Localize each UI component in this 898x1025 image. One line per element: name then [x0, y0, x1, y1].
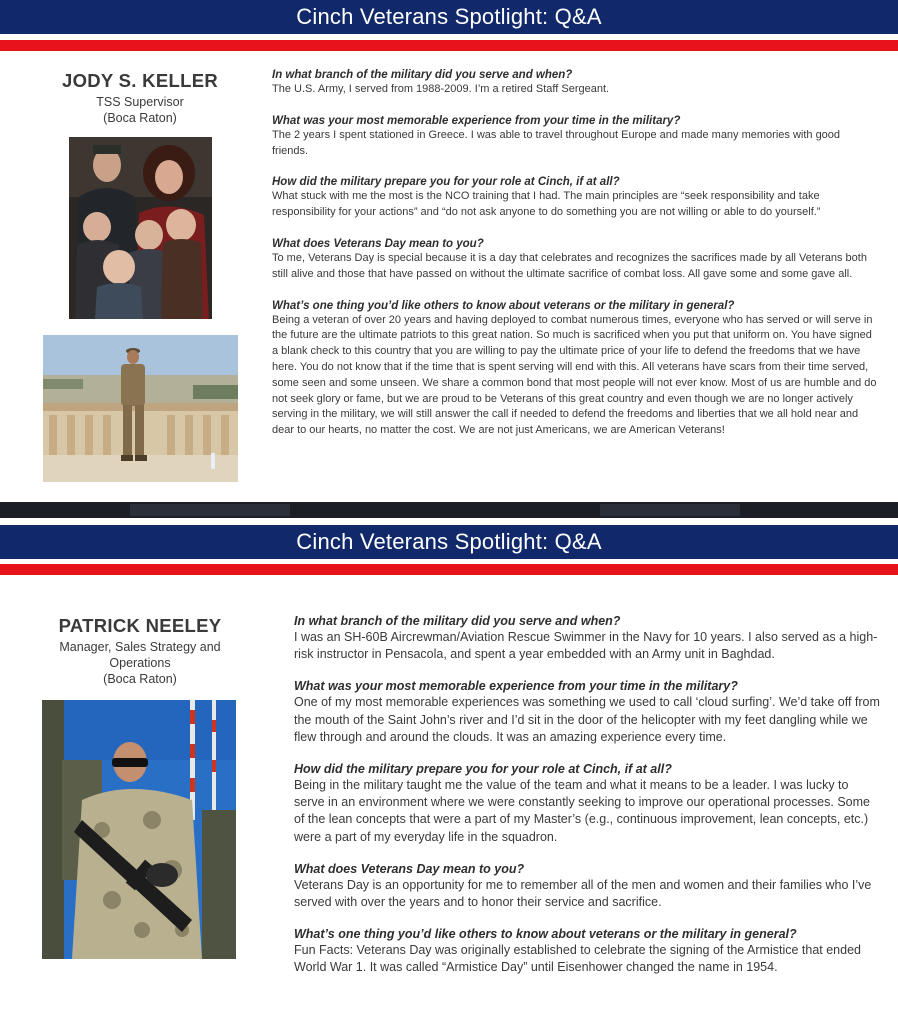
answer: To me, Veterans Day is special because it is a day that celebrates and recognizes the sacrifices made by all Veterans both still alive and those that have passed on without the ultimate sacrifice of combat loss. All gave some and some gave all. — [272, 251, 867, 280]
question: What’s one thing you’d like others to know about veterans or the military in general? — [294, 927, 797, 942]
qa-item — [294, 614, 880, 663]
question: What was your most memorable experience from your time in the military? — [272, 114, 681, 127]
answer: Fun Facts: Veterans Day was originally established to celebrate the signing of the Armistice that ended World War 1. It was called “Armistice Day” until Eisenhower changed the name in 1954. — [294, 943, 861, 975]
question: In what branch of the military did you serve and when? — [272, 69, 573, 81]
profile-card — [40, 70, 240, 126]
profile-card — [40, 615, 240, 687]
answer: What stuck with me the most is the NCO training that I had. The main principles are “seek responsibility and take responsibility for your actions” and “do not ask anyone to do something you are not willing or able to do yourself.” — [272, 190, 821, 219]
qa-section — [294, 614, 880, 977]
person-location: (Boca Raton) — [103, 111, 177, 125]
qa-item — [294, 679, 880, 746]
qa-item — [272, 237, 878, 283]
question: What’s one thing you’d like others to know about veterans or the military in general? — [272, 299, 735, 312]
question: What was your most memorable experience from your time in the military? — [294, 679, 738, 694]
person-location: (Boca Raton) — [103, 672, 177, 686]
qa-item — [272, 299, 878, 439]
red-stripe — [0, 564, 898, 575]
answer: One of my most memorable experiences was something we used to call ‘cloud surfing’. We’d take off from the mouth of the Saint John’s river and I’d sit in the door of the helicopter with my feet dangling while we flew through and around the clouds. It was an amazing experience every time. — [294, 695, 880, 744]
qa-item — [272, 175, 878, 221]
qa-item — [294, 762, 880, 846]
answer: Veterans Day is an opportunity for me to remember all of the men and women and their families who I’ve served with over the years and to honor their service and sacrifice. — [294, 877, 872, 910]
answer: Being a veteran of over 20 years and having deployed to combat numerous times, everyone who has served or will serve in the future are the ultimate patriots to this great nation. So much is sacrificed when you put that uniform on. You have signed a blank check to this country that you are willing to pay the ultimate price of your life to defend the freedoms that we have here. You do not know that if the time that is spent serving will end with this. All veterans have scars from their time served, some seen and some unseen. We share a common bond that most people will not ever know. Most of us are humble and do not seek glory or fame, but we are proud to be Veterans of this great country and even though we are no longer actively serving in the military, we will still answer the call if needed to defend the freedoms and liberties that we all hold near and dear to our hearts, no matter the cost. We are not just Americans, we are American Veterans! — [272, 313, 877, 437]
panel-divider — [0, 502, 898, 518]
qa-section — [272, 68, 878, 439]
question: What does Veterans Day mean to you? — [272, 237, 484, 250]
question: In what branch of the military did you serve and when? — [294, 614, 621, 628]
soldier-balcony-photo — [43, 335, 238, 482]
spotlight-banner: Cinch Veterans Spotlight: Q&A — [0, 0, 898, 35]
answer: I was an SH-60B Aircrewman/Aviation Rescue Swimmer in the Navy for 10 years. I also served as a high-risk instructor in Pensacola, and spent a year embedded with an Army unit in Baghdad. — [294, 630, 878, 662]
family-photo — [69, 137, 212, 319]
soldier-rifle-photo — [42, 700, 236, 959]
question: How did the military prepare you for your role at Cinch, if at all? — [272, 176, 620, 189]
qa-item — [294, 927, 880, 976]
spotlight-banner: Cinch Veterans Spotlight: Q&A — [0, 525, 898, 560]
answer: Being in the military taught me the value of the team and what it means to be a leader. I was lucky to serve in an environment where we were constantly seeking to improve our operational processes. Some of the lean concepts that were a part of my Master’s (e.g., continuous improvement, lean concepts, etc.) were a part of my everyday life in the squadron. — [294, 778, 870, 844]
answer: The U.S. Army, I served from 1988-2009. I’m a retired Staff Sergeant. — [272, 83, 610, 95]
qa-item — [272, 68, 878, 98]
question: How did the military prepare you for your role at Cinch, if at all? — [294, 762, 672, 777]
red-stripe — [0, 40, 898, 51]
person-name: PATRICK NEELEY — [58, 615, 222, 636]
answer: The 2 years I spent stationed in Greece. I was able to travel throughout Europe and made many memories with good friends. — [272, 128, 841, 157]
person-title: Manager, Sales Strategy and Operations — [59, 640, 221, 670]
person-name: JODY S. KELLER — [61, 70, 218, 91]
qa-item — [272, 114, 878, 160]
qa-item — [294, 862, 880, 911]
person-title: TSS Supervisor — [96, 95, 184, 109]
question: What does Veterans Day mean to you? — [294, 861, 525, 876]
